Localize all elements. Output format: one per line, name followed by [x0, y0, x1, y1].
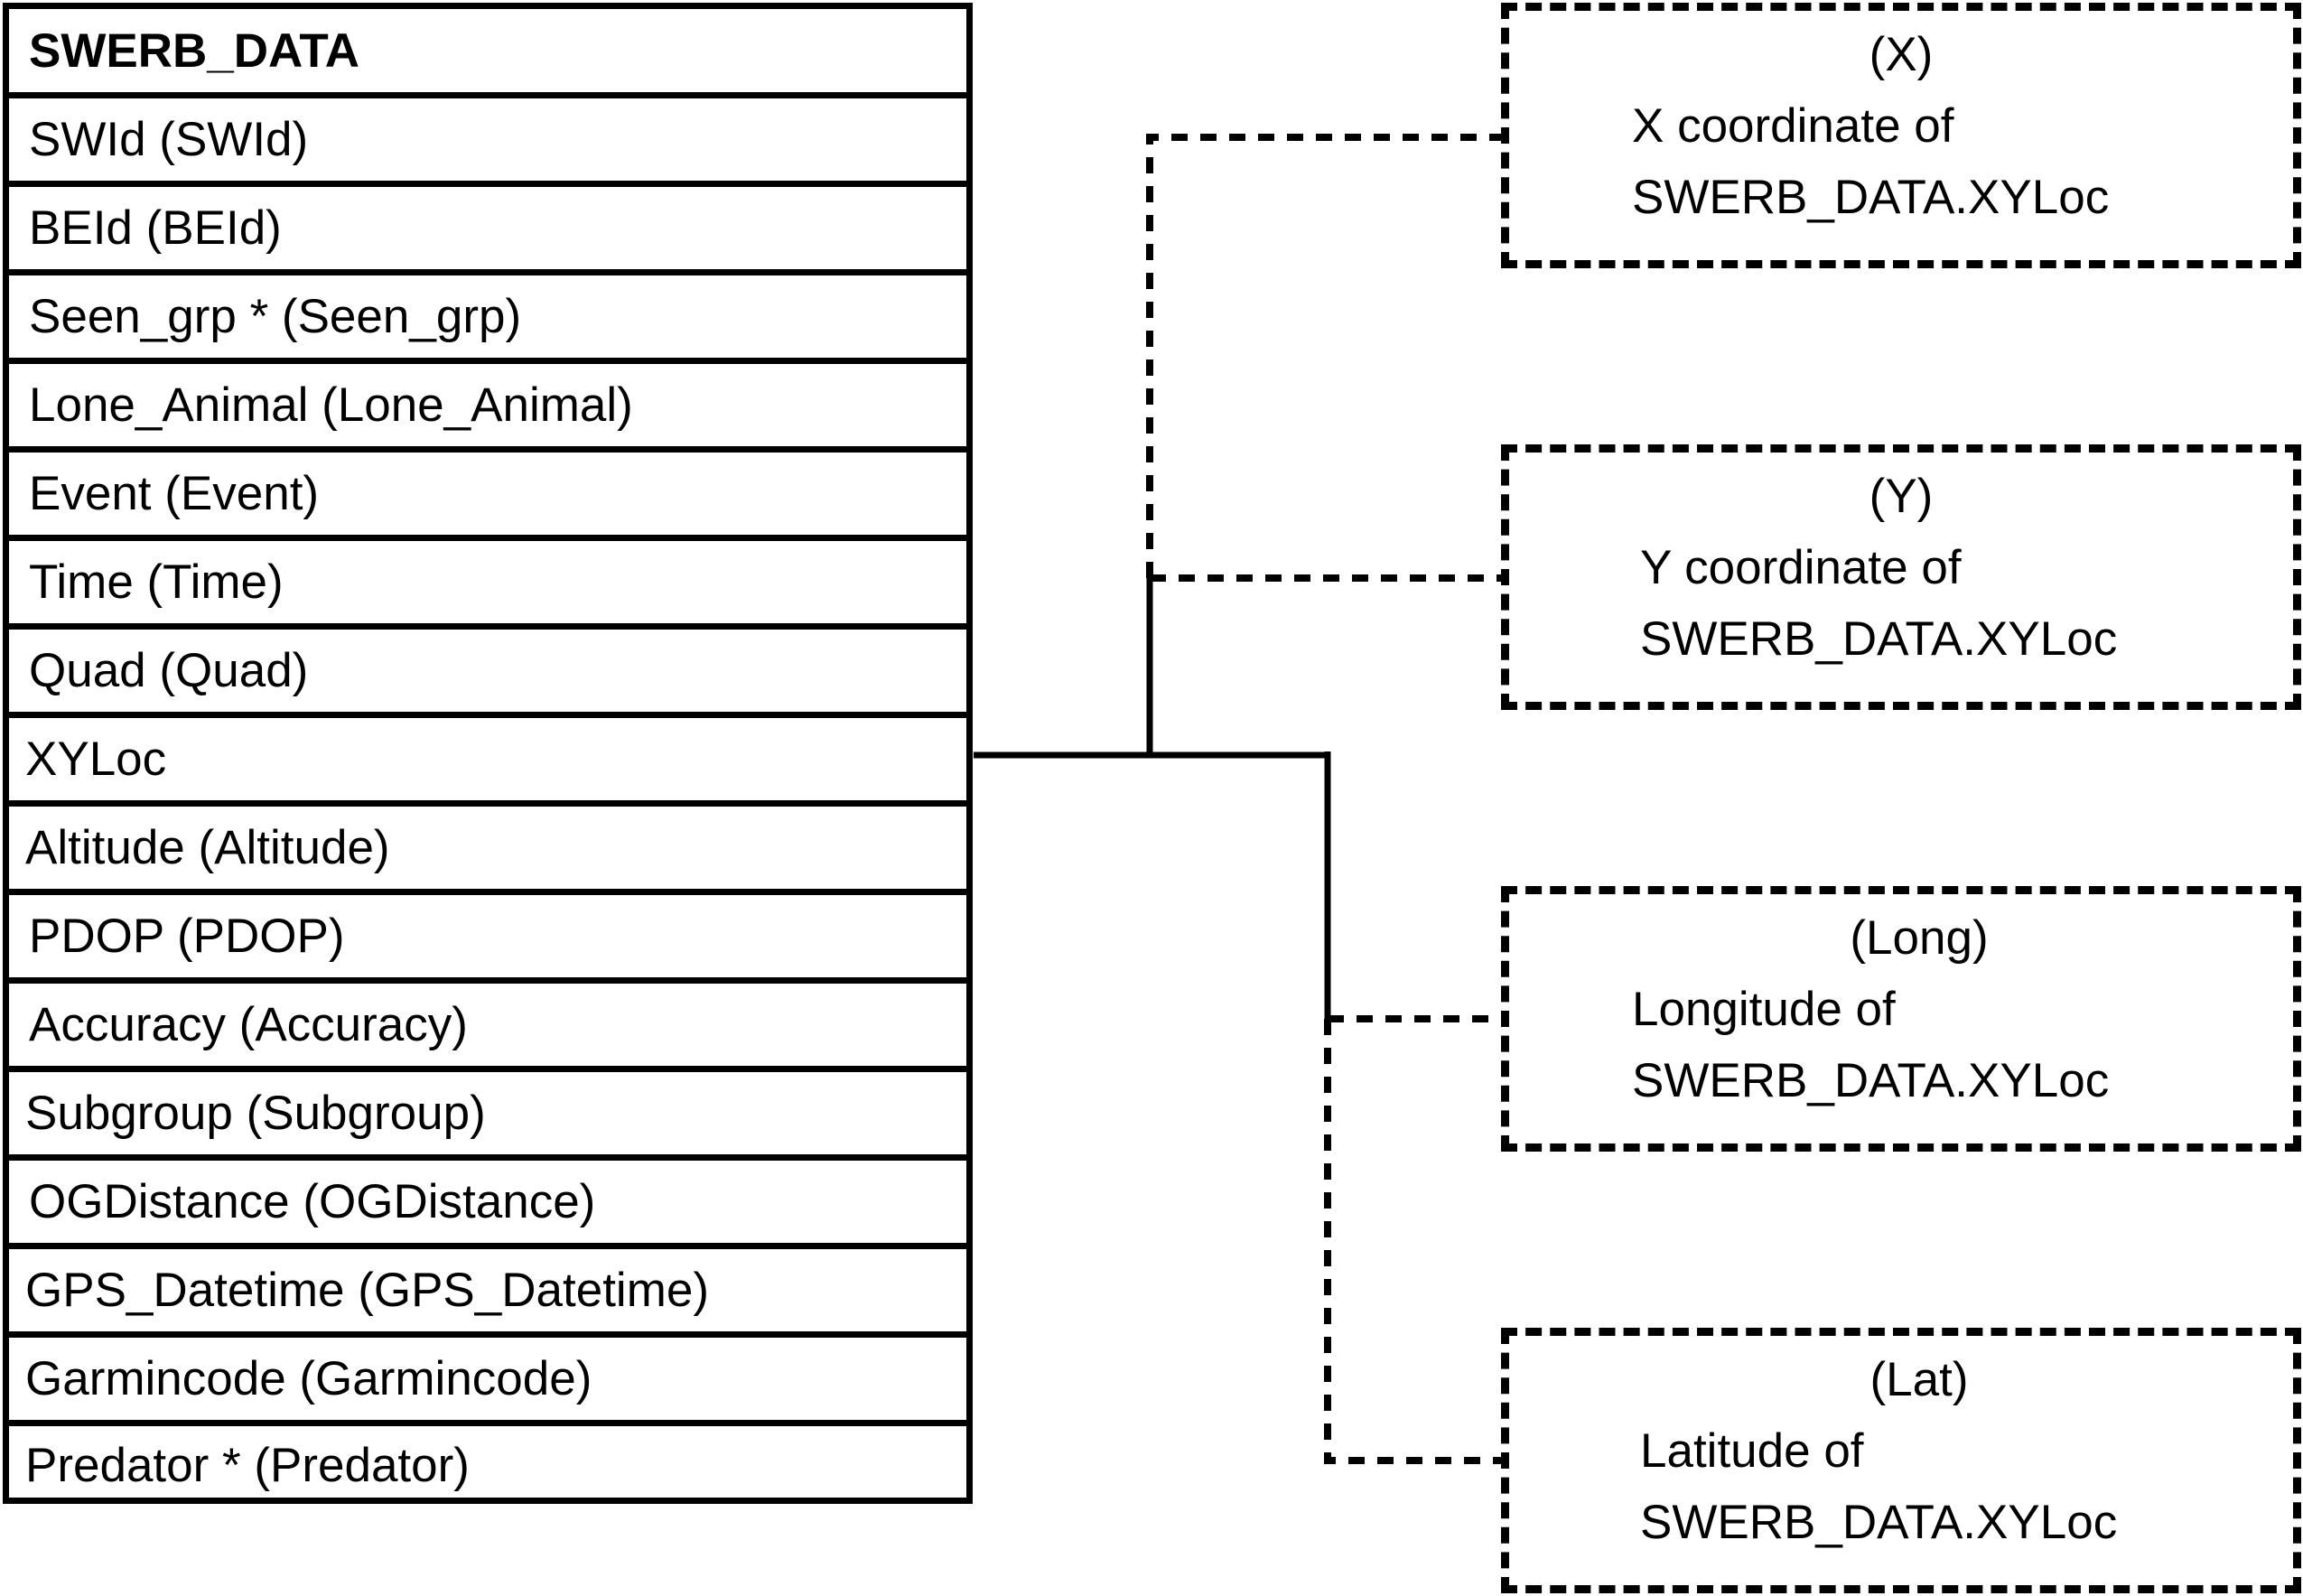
field-ogdistance: OGDistance (OGDistance) — [9, 1161, 966, 1249]
derived-title-lat: (Lat) — [1869, 1353, 1969, 1406]
derived-description-y: Y coordinate of — [1640, 541, 1962, 594]
derived-title-x: (X) — [1869, 28, 1934, 81]
field-swid: SWId (SWId) — [9, 98, 966, 187]
entity-title: SWERB_DATA — [9, 9, 966, 98]
field-beid: BEId (BEId) — [9, 187, 966, 275]
field-quad: Quad (Quad) — [9, 630, 966, 718]
derived-reference-long: SWERB_DATA.XYLoc — [1632, 1054, 2110, 1107]
field-gps-datetime: GPS_Datetime (GPS_Datetime) — [9, 1249, 966, 1338]
derived-box-long — [1501, 886, 2301, 1152]
field-accuracy: Accuracy (Accuracy) — [9, 984, 966, 1072]
field-time: Time (Time) — [9, 541, 966, 630]
connector-x-dashed — [1150, 137, 1501, 578]
derived-reference-y: SWERB_DATA.XYLoc — [1640, 612, 2118, 666]
derived-box-x — [1501, 3, 2301, 268]
field-xyloc: XYLoc — [9, 718, 966, 807]
field-predator: Predator * (Predator) — [25, 1438, 470, 1492]
derived-reference-lat: SWERB_DATA.XYLoc — [1640, 1496, 2118, 1549]
field-subgroup: Subgroup (Subgroup) — [9, 1072, 966, 1161]
derived-title-y: (Y) — [1869, 470, 1934, 523]
derived-box-y — [1501, 444, 2301, 710]
field-garmincode: Garmincode (Garmincode) — [9, 1338, 966, 1426]
derived-description-x: X coordinate of — [1632, 99, 1954, 153]
connector-lat-dashed — [1328, 1019, 1501, 1461]
derived-description-lat: Latitude of — [1640, 1424, 1864, 1478]
derived-reference-x: SWERB_DATA.XYLoc — [1632, 171, 2110, 224]
field-altitude: Altitude (Altitude) — [9, 807, 966, 895]
field-lone-animal: Lone_Animal (Lone_Animal) — [9, 364, 966, 453]
entity-table-swerb-data — [3, 3, 973, 1504]
field-pdop: PDOP (PDOP) — [9, 895, 966, 984]
derived-title-long: (Long) — [1850, 911, 1989, 965]
derived-description-long: Longitude of — [1632, 983, 1896, 1036]
derived-box-lat — [1501, 1328, 2301, 1593]
field-event: Event (Event) — [9, 453, 966, 541]
field-seen-grp: Seen_grp * (Seen_grp) — [9, 275, 966, 364]
